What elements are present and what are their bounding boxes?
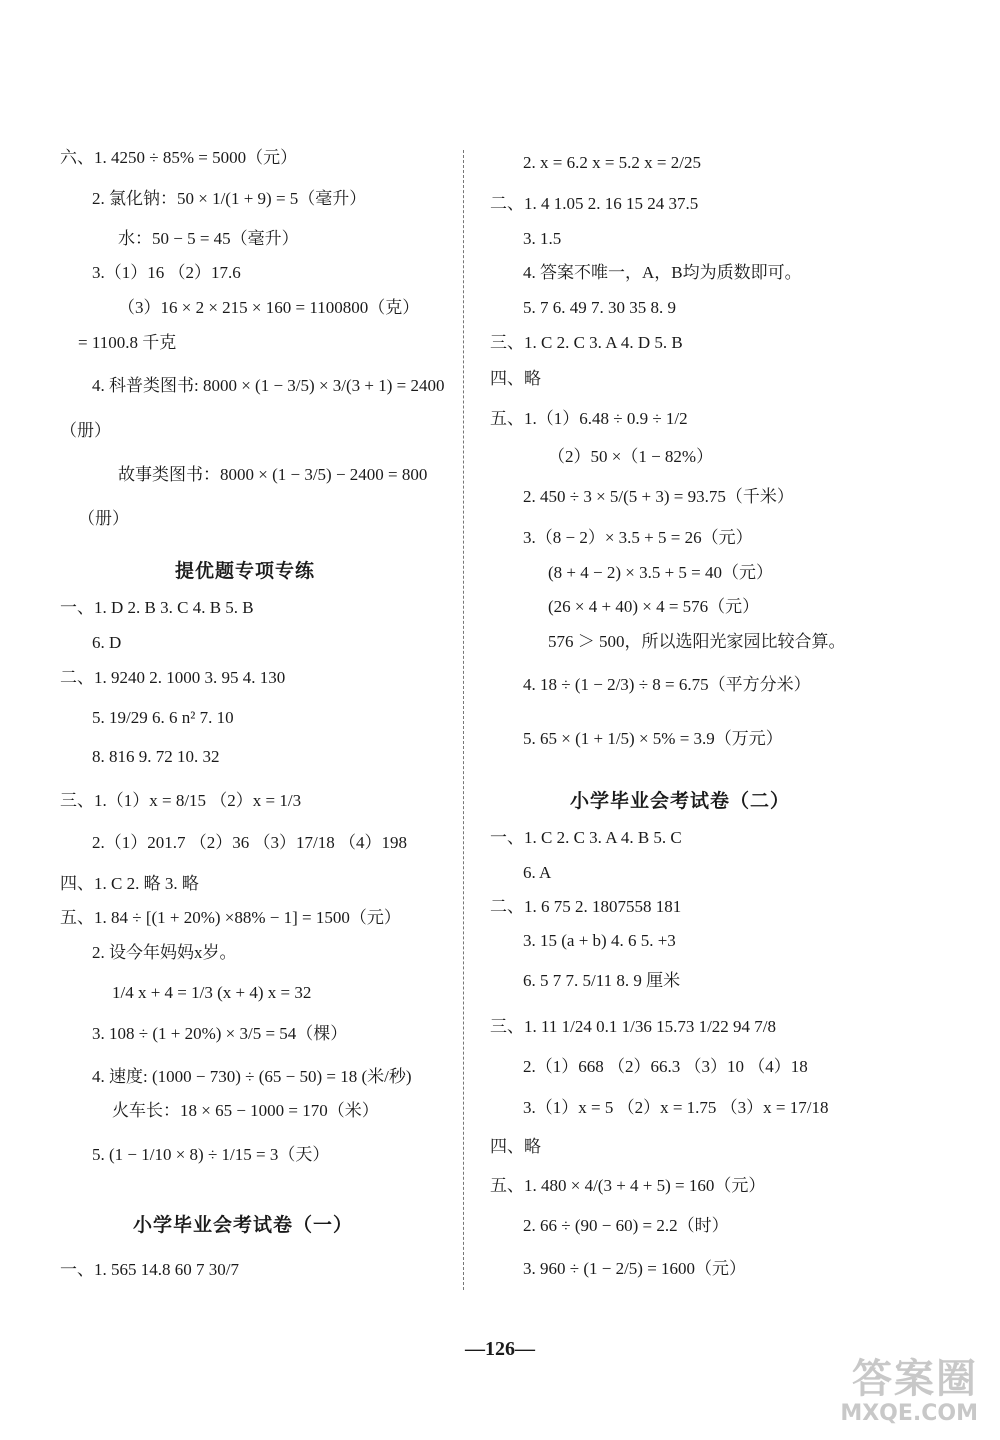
answer-line: 2.（1）201.7 （2）36 （3）17/18 （4）198 <box>92 833 407 852</box>
answer-line: 二、1. 4 1.05 2. 16 15 24 37.5 <box>490 194 699 213</box>
answer-line: 二、1. 6 75 2. 1807558 181 <box>490 897 682 916</box>
answer-line: 一、1. 565 14.8 60 7 30/7 <box>60 1260 239 1279</box>
answer-line: 6. A <box>523 863 552 882</box>
answer-line: 6. D <box>92 633 122 652</box>
section-heading: 小学毕业会考试卷（一） <box>133 1214 354 1236</box>
answer-line: 3.（1）x = 5 （2）x = 1.75 （3）x = 17/18 <box>523 1098 829 1117</box>
answer-line: 三、1. C 2. C 3. A 4. D 5. B <box>490 333 683 352</box>
section-heading: 小学毕业会考试卷（二） <box>570 790 791 812</box>
answer-line: 二、1. 9240 2. 1000 3. 95 4. 130 <box>60 668 286 687</box>
answer-line: （2）50 ×（1 − 82%） <box>548 447 714 466</box>
watermark-logo <box>840 1357 978 1426</box>
answer-line: 6. 5 7 7. 5/11 8. 9 厘米 <box>523 971 681 990</box>
watermark-top: 答案圈 <box>852 1356 978 1402</box>
answer-line: （册） <box>60 421 111 440</box>
answer-line: 3. 960 ÷ (1 − 2/5) = 1600（元） <box>523 1259 747 1278</box>
answer-line: 四、略 <box>490 1137 541 1156</box>
answer-line: 8. 816 9. 72 10. 32 <box>92 747 220 766</box>
answer-line: 3. 15 (a + b) 4. 6 5. +3 <box>523 931 676 950</box>
answer-line: 六、1. 4250 ÷ 85% = 5000（元） <box>60 148 298 167</box>
answer-line: 4. 速度: (1000 − 730) ÷ (65 − 50) = 18 (米/秒) <box>92 1067 412 1086</box>
answer-line: (8 + 4 − 2) × 3.5 + 5 = 40（元） <box>548 563 774 582</box>
answer-line: 4. 科普类图书: 8000 × (1 − 3/5) × 3/(3 + 1) = 2400 <box>92 376 445 395</box>
answer-line: 5. 65 × (1 + 1/5) × 5% = 3.9（万元） <box>523 729 783 748</box>
answer-line: 3.（1）16 （2）17.6 <box>92 263 241 282</box>
answer-line: 3. 108 ÷ (1 + 20%) × 3/5 = 54（棵） <box>92 1024 348 1043</box>
answer-line: 三、1. 11 1/24 0.1 1/36 15.73 1/22 94 7/8 <box>490 1017 777 1036</box>
answer-line: 五、1. 84 ÷ [(1 + 20%) ×88% − 1] = 1500（元） <box>60 908 401 927</box>
answer-line: 5. 19/29 6. 6 n² 7. 10 <box>92 708 234 727</box>
answer-line: 五、1. 480 × 4/(3 + 4 + 5) = 160（元） <box>490 1176 766 1195</box>
watermark-bottom: MXQE.COM <box>840 1401 978 1426</box>
answer-line: 5. 7 6. 49 7. 30 35 8. 9 <box>523 298 676 317</box>
answer-line: 3.（8 − 2）× 3.5 + 5 = 26（元） <box>523 528 753 547</box>
answer-line: （3）16 × 2 × 215 × 160 = 1100800（克） <box>118 298 420 317</box>
answer-line: 2. x = 6.2 x = 5.2 x = 2/25 <box>523 153 701 172</box>
answer-line: (26 × 4 + 40) × 4 = 576（元） <box>548 597 760 616</box>
answer-line: 2. 450 ÷ 3 × 5/(5 + 3) = 93.75（千米） <box>523 487 794 506</box>
answer-line: 五、1.（1）6.48 ÷ 0.9 ÷ 1/2 <box>490 409 688 428</box>
answer-line: 火车长：18 × 65 − 1000 = 170（米） <box>112 1101 379 1120</box>
answer-line: 水：50 − 5 = 45（毫升） <box>118 229 299 248</box>
answer-line: 5. (1 − 1/10 × 8) ÷ 1/15 = 3（天） <box>92 1145 330 1164</box>
answer-line: 1/4 x + 4 = 1/3 (x + 4) x = 32 <box>112 983 312 1002</box>
column-divider <box>463 150 464 1290</box>
section-heading: 提优题专项专练 <box>175 560 316 582</box>
answer-line: = 1100.8 千克 <box>78 333 177 352</box>
answer-line: 一、1. C 2. C 3. A 4. B 5. C <box>490 828 682 847</box>
answer-line: 四、略 <box>490 369 541 388</box>
answer-line: 一、1. D 2. B 3. C 4. B 5. B <box>60 598 254 617</box>
answer-line: 2.（1）668 （2）66.3 （3）10 （4）18 <box>523 1057 808 1076</box>
answer-line: 2. 氯化钠：50 × 1/(1 + 9) = 5（毫升） <box>92 189 367 208</box>
answer-line: 2. 66 ÷ (90 − 60) = 2.2（时） <box>523 1216 729 1235</box>
answer-line: 故事类图书：8000 × (1 − 3/5) − 2400 = 800 <box>118 465 428 484</box>
answer-line: 三、1.（1）x = 8/15 （2）x = 1/3 <box>60 791 302 810</box>
answer-line: 3. 1.5 <box>523 229 562 248</box>
answer-line: 4. 18 ÷ (1 − 2/3) ÷ 8 = 6.75（平方分米） <box>523 675 811 694</box>
answer-line: 四、1. C 2. 略 3. 略 <box>60 874 199 893</box>
answer-line: 2. 设今年妈妈x岁。 <box>92 943 237 962</box>
answer-line: （册） <box>78 509 129 528</box>
answer-line: 576 ＞ 500，所以选阳光家园比较合算。 <box>548 632 846 651</box>
answer-line: 4. 答案不唯一，A，B均为质数即可。 <box>523 263 802 282</box>
page-number: —126— <box>465 1338 535 1360</box>
